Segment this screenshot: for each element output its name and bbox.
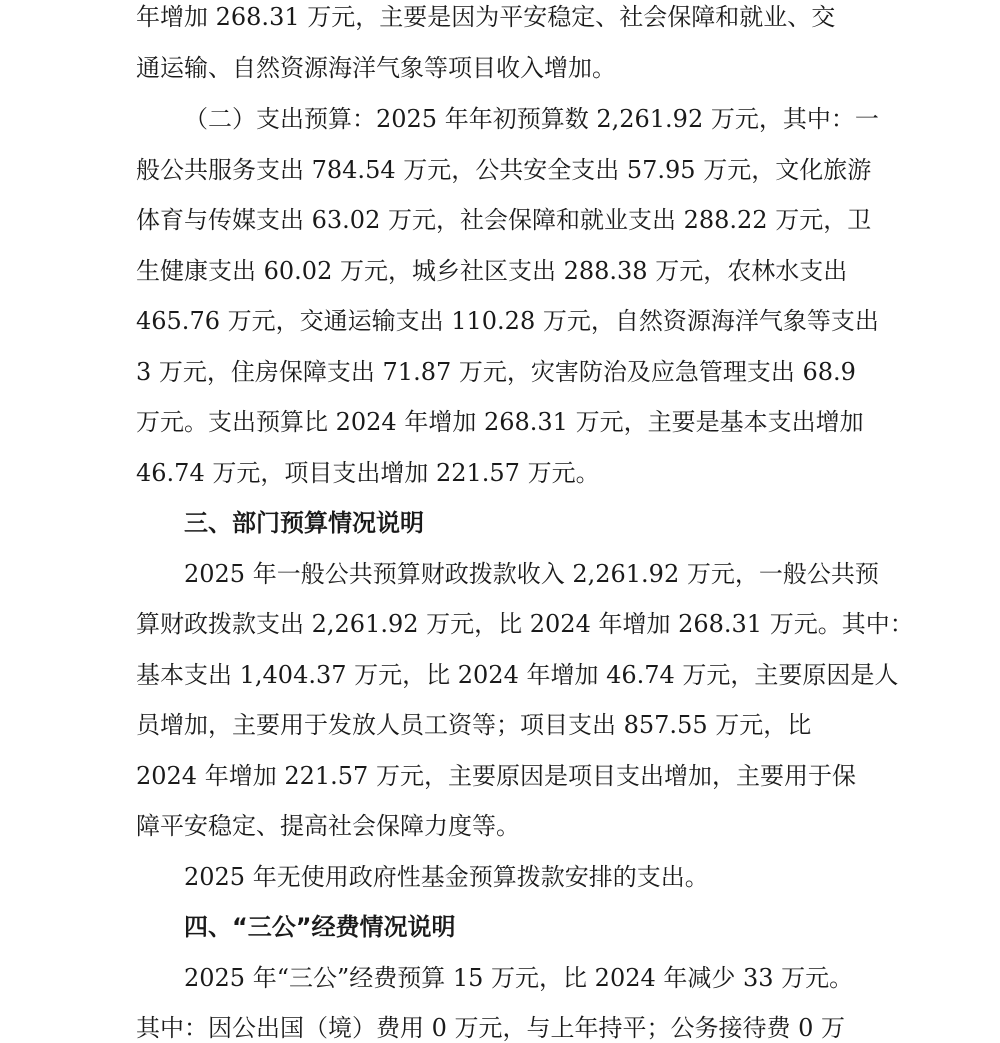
section-heading: 四、“三公”经费情况说明 xyxy=(184,913,456,941)
paragraph-start-line: （二）支出预算：2025 年年初预算数 2,261.92 万元，其中：一 xyxy=(184,105,879,133)
text-line: 生健康支出 60.02 万元，城乡社区支出 288.38 万元，农林水支出 xyxy=(136,257,848,285)
paragraph-start-line: 2025 年无使用政府性基金预算拨款安排的支出。 xyxy=(184,863,709,891)
text-line: 员增加，主要用于发放人员工资等；项目支出 857.55 万元，比 xyxy=(136,711,812,739)
text-line: 46.74 万元，项目支出增加 221.57 万元。 xyxy=(136,459,600,487)
text-line: 465.76 万元，交通运输支出 110.28 万元，自然资源海洋气象等支出 xyxy=(136,307,879,335)
text-line: 基本支出 1,404.37 万元，比 2024 年增加 46.74 万元，主要原因是人 xyxy=(136,661,899,689)
text-line: 通运输、自然资源海洋气象等项目收入增加。 xyxy=(136,54,616,82)
paragraph-start-line: 2025 年“三公”经费预算 15 万元，比 2024 年减少 33 万元。 xyxy=(184,964,854,992)
text-line: 般公共服务支出 784.54 万元，公共安全支出 57.95 万元，文化旅游 xyxy=(136,156,872,184)
text-line: 3 万元，住房保障支出 71.87 万元，灾害防治及应急管理支出 68.9 xyxy=(136,358,856,386)
text-line: 年增加 268.31 万元，主要是因为平安稳定、社会保障和就业、交 xyxy=(136,3,836,31)
paragraph-start-line: 2025 年一般公共预算财政拨款收入 2,261.92 万元，一般公共预 xyxy=(184,560,879,588)
text-line: 2024 年增加 221.57 万元，主要原因是项目支出增加，主要用于保 xyxy=(136,762,856,790)
section-heading: 三、部门预算情况说明 xyxy=(184,509,424,537)
text-line: 万元。支出预算比 2024 年增加 268.31 万元，主要是基本支出增加 xyxy=(136,408,864,436)
text-line: 障平安稳定、提高社会保障力度等。 xyxy=(136,812,520,840)
text-line: 算财政拨款支出 2,261.92 万元，比 2024 年增加 268.31 万元。其中： xyxy=(136,610,914,638)
text-line: 体育与传媒支出 63.02 万元，社会保障和就业支出 288.22 万元，卫 xyxy=(136,206,872,234)
text-line: 其中：因公出国（境）费用 0 万元，与上年持平；公务接待费 0 万 xyxy=(136,1014,846,1042)
